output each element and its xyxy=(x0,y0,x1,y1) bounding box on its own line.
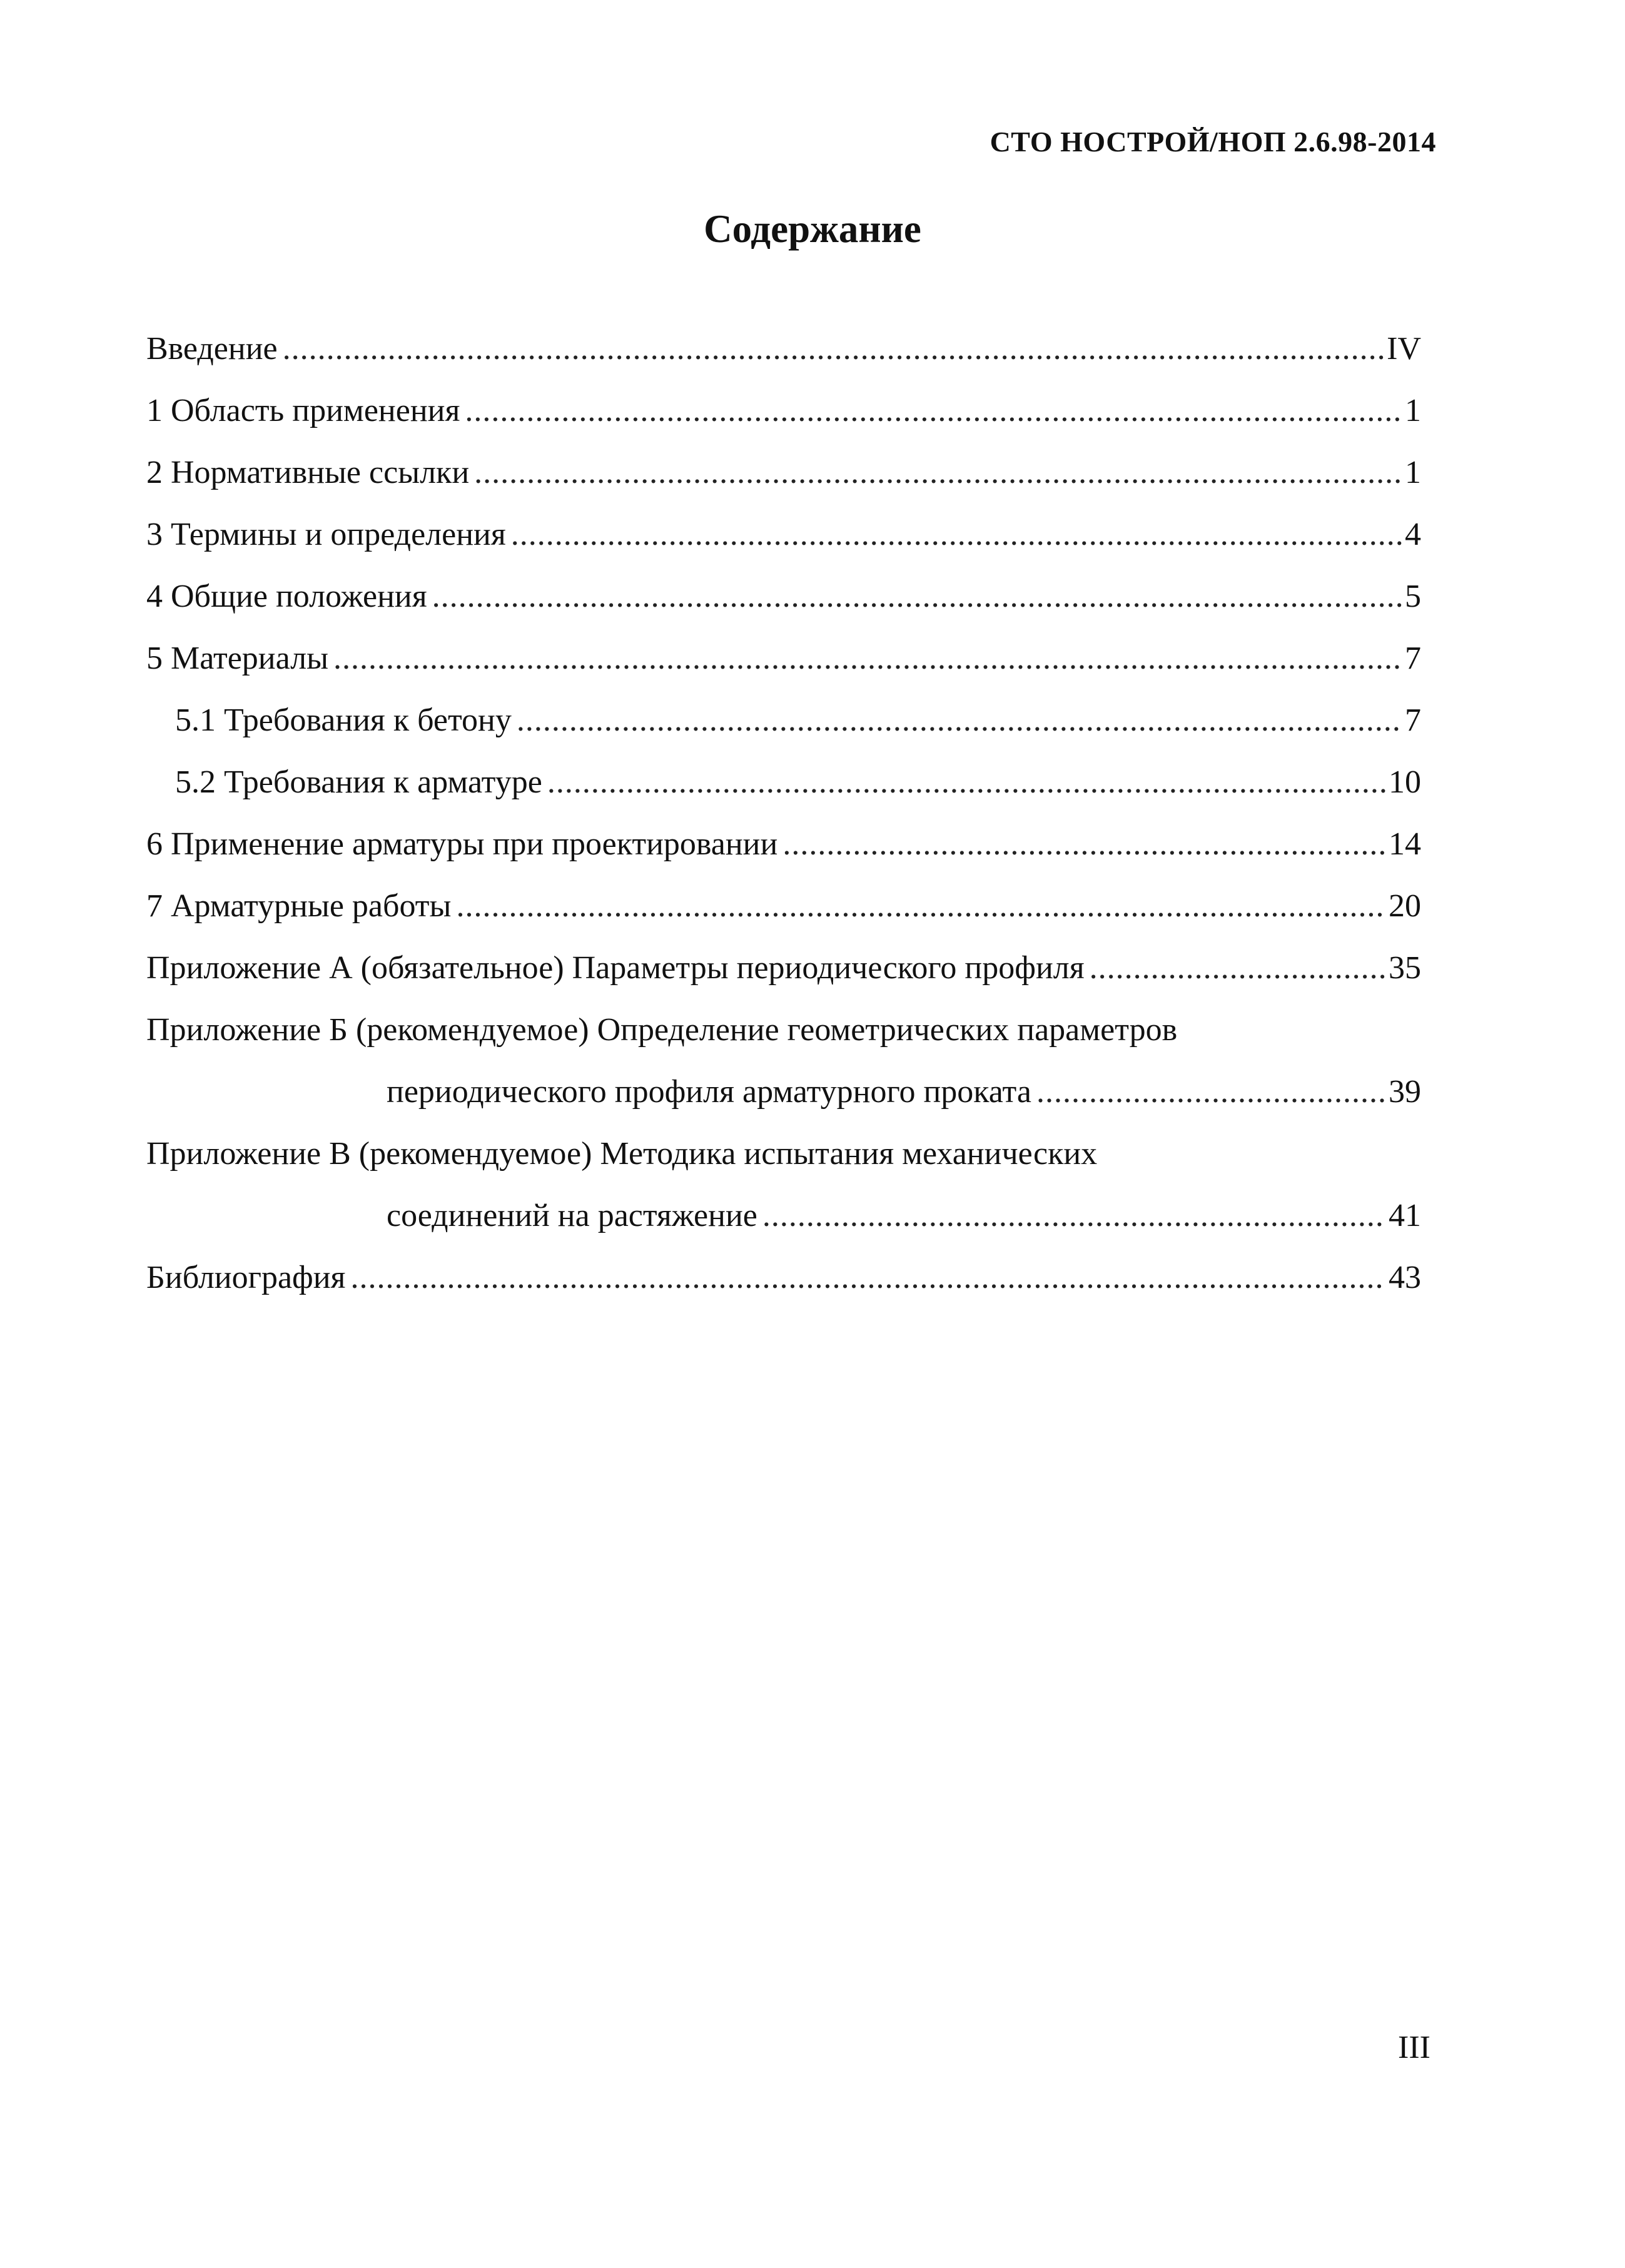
toc-entry-page: 4 xyxy=(1405,517,1421,552)
toc-entry-page: 1 xyxy=(1405,393,1421,428)
toc-leader-dots xyxy=(465,395,1402,427)
toc-entry-label: Приложение А (обязательное) Параметры периодического профиля xyxy=(146,950,1085,986)
toc-entry-appendix-b[interactable] xyxy=(387,1076,1421,1108)
toc-entry-label: Введение xyxy=(146,331,278,367)
toc-leader-dots xyxy=(511,519,1402,551)
toc-entry-label: 7 Арматурные работы xyxy=(146,888,452,924)
toc-leader-dots xyxy=(432,580,1402,613)
toc-entry-appendix-v-title[interactable]: Приложение В (рекомендуемое) Методика испытания механических xyxy=(146,1136,1098,1172)
toc-leader-dots xyxy=(1090,952,1386,985)
toc-leader-dots xyxy=(762,1200,1386,1232)
toc-entry-label: Библиография xyxy=(146,1260,346,1295)
toc-leader-dots xyxy=(547,766,1386,799)
toc-entry-introduction[interactable] xyxy=(146,333,1421,365)
toc-entry-label: 5.1 Требования к бетону xyxy=(175,702,512,738)
toc-entry-label: 2 Нормативные ссылки xyxy=(146,455,470,490)
toc-leader-dots xyxy=(1036,1076,1386,1108)
toc-entry-terms[interactable] xyxy=(146,519,1421,551)
toc-entry-materials[interactable] xyxy=(146,642,1421,675)
toc-leader-dots xyxy=(517,704,1402,737)
toc-entry-page: 14 xyxy=(1389,826,1421,862)
toc-entry-page: 5 xyxy=(1405,579,1421,614)
toc-entry-label: периодического профиля арматурного проката xyxy=(387,1074,1031,1110)
toc-entry-page: 20 xyxy=(1389,888,1421,924)
toc-entry-label: 5 Материалы xyxy=(146,640,329,676)
toc-entry-page: 7 xyxy=(1405,702,1421,738)
toc-entry-normative-references[interactable] xyxy=(146,457,1421,489)
toc-leader-dots xyxy=(350,1262,1386,1294)
toc-entry-page: 1 xyxy=(1405,455,1421,490)
toc-entry-concrete-requirements[interactable] xyxy=(175,704,1421,737)
toc-entry-page: 7 xyxy=(1405,640,1421,676)
toc-entry-appendix-b-title[interactable]: Приложение Б (рекомендуемое) Определение геометрических параметров xyxy=(146,1012,1178,1048)
toc-entry-reinforcement-works[interactable] xyxy=(146,890,1421,923)
page-number: III xyxy=(1398,2030,1430,2065)
toc-entry-label: 4 Общие положения xyxy=(146,579,427,614)
toc-entry-page: 39 xyxy=(1389,1074,1421,1110)
toc-leader-dots xyxy=(283,333,1385,365)
toc-entry-label: соединений на растяжение xyxy=(387,1198,757,1233)
toc-leader-dots xyxy=(782,828,1386,861)
toc-entry-label: 1 Область применения xyxy=(146,393,460,428)
toc-entry-design-application[interactable] xyxy=(146,828,1421,861)
toc-entry-page: IV xyxy=(1387,331,1421,367)
toc-leader-dots xyxy=(456,890,1386,923)
toc-entry-page: 35 xyxy=(1389,950,1421,986)
toc-leader-dots xyxy=(474,457,1402,489)
toc-entry-scope[interactable] xyxy=(146,395,1421,427)
document-code: СТО НОСТРОЙ/НОП 2.6.98-2014 xyxy=(990,126,1436,158)
toc-entry-bibliography[interactable] xyxy=(146,1262,1421,1294)
toc-title: Содержание xyxy=(704,207,921,251)
toc-entry-appendix-v[interactable] xyxy=(387,1200,1421,1232)
toc-entry-appendix-a[interactable] xyxy=(146,952,1421,985)
toc-entry-label: 3 Термины и определения xyxy=(146,517,506,552)
toc-entry-page: 10 xyxy=(1389,764,1421,800)
toc-entry-page: 41 xyxy=(1389,1198,1421,1233)
toc-entry-general-provisions[interactable] xyxy=(146,580,1421,613)
toc-entry-label: 6 Применение арматуры при проектировании xyxy=(146,826,778,862)
toc-entry-reinforcement-requirements[interactable] xyxy=(175,766,1421,799)
toc-entry-page: 43 xyxy=(1389,1260,1421,1295)
toc-entry-label: 5.2 Требования к арматуре xyxy=(175,764,542,800)
toc-leader-dots xyxy=(333,642,1402,675)
